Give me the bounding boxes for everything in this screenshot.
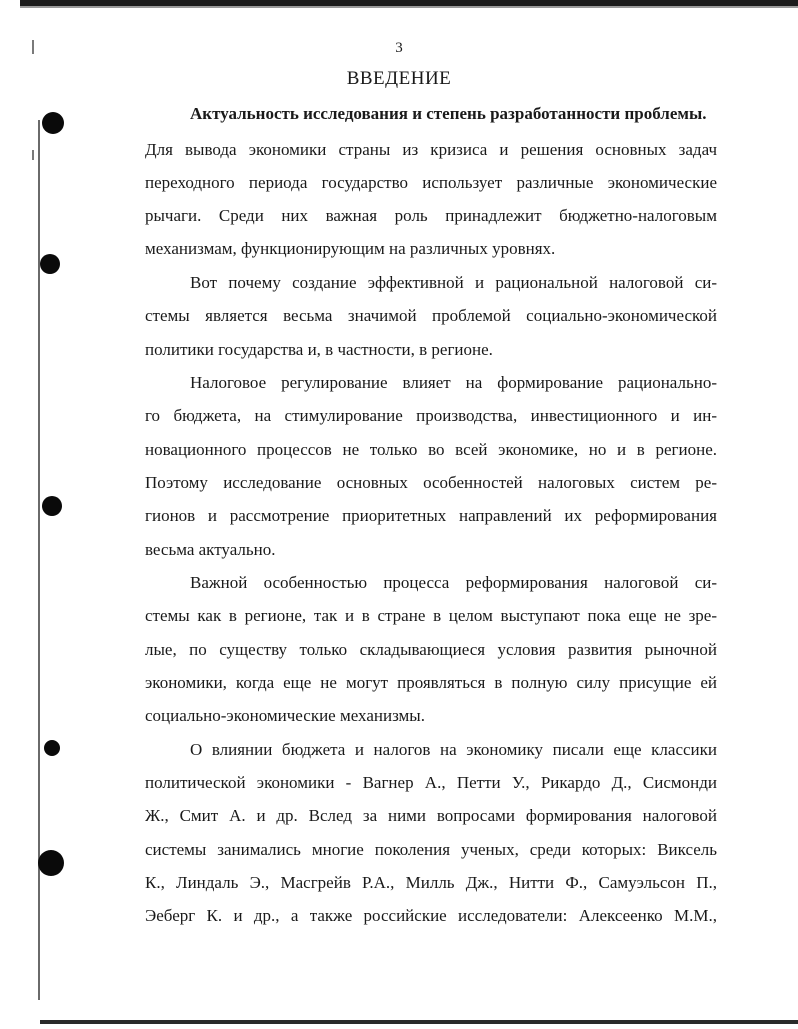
text-line: весьма актуально. — [145, 540, 276, 559]
text-line: Ж., Смит А. и др. Вслед за ними вопросами формирования налоговой — [145, 806, 717, 825]
scan-edge-top-shadow — [20, 6, 798, 8]
text-line: лые, по существу только складывающиеся условия развития рыночной — [145, 640, 717, 659]
punch-hole — [42, 112, 64, 134]
scan-edge-bottom — [40, 1020, 798, 1024]
text-line: Важной особенностью процесса реформирования налоговой си- — [190, 573, 717, 592]
text-line: стемы как в регионе, так и в стране в целом выступают пока еще не зре- — [145, 606, 717, 625]
scan-edge-left-mark — [32, 150, 34, 160]
text-line: политической экономики - Вагнер А., Петти У., Рикардо Д., Сисмонди — [145, 773, 717, 792]
lead-heading: Актуальность исследования и степень разработанности проблемы. — [190, 104, 707, 123]
text-line: новационного процессов не только во всей экономике, но и в регионе. — [145, 440, 717, 459]
text-line: политики государства и, в частности, в регионе. — [145, 340, 493, 359]
text-line: социально-экономические механизмы. — [145, 706, 425, 725]
text-line: го бюджета, на стимулирование производства, инвестиционного и ин- — [145, 406, 717, 425]
text-line: системы занимались многие поколения ученых, среди которых: Виксель — [145, 840, 717, 859]
text-line: Поэтому исследование основных особенностей налоговых систем ре- — [145, 473, 717, 492]
text-line: экономики, когда еще не могут проявляться в полную силу присущие ей — [145, 673, 717, 692]
text-line: гионов и рассмотрение приоритетных направлений их реформирования — [145, 506, 717, 525]
punch-hole — [44, 740, 60, 756]
punch-hole — [42, 496, 62, 516]
text-line: стемы является весьма значимой проблемой социально-экономической — [145, 306, 717, 325]
text-line: Эеберг К. и др., а также российские исследователи: Алексеенко М.М., — [145, 906, 717, 925]
text-line: О влиянии бюджета и налогов на экономику писали еще классики — [190, 740, 717, 759]
text-line: Вот почему создание эффективной и рациональной налоговой си- — [190, 273, 717, 292]
text-line: Налоговое регулирование влияет на формирование рационально- — [190, 373, 717, 392]
text-line: Для вывода экономики страны из кризиса и решения основных задач — [145, 140, 717, 159]
text-line: механизмам, функционирующим на различных уровнях. — [145, 239, 556, 258]
section-title: ВВЕДЕНИЕ — [346, 68, 452, 89]
punch-hole — [38, 850, 64, 876]
punch-hole — [40, 254, 60, 274]
text-line: рычаги. Среди них важная роль принадлежит бюджетно-налоговым — [145, 206, 717, 225]
text-line: К., Линдаль Э., Масгрейв Р.А., Милль Дж., Нитти Ф., Самуэльсон П., — [145, 873, 717, 892]
page-number: 3 — [395, 40, 403, 56]
text-line: переходного периода государство использует различные экономические — [145, 173, 717, 192]
